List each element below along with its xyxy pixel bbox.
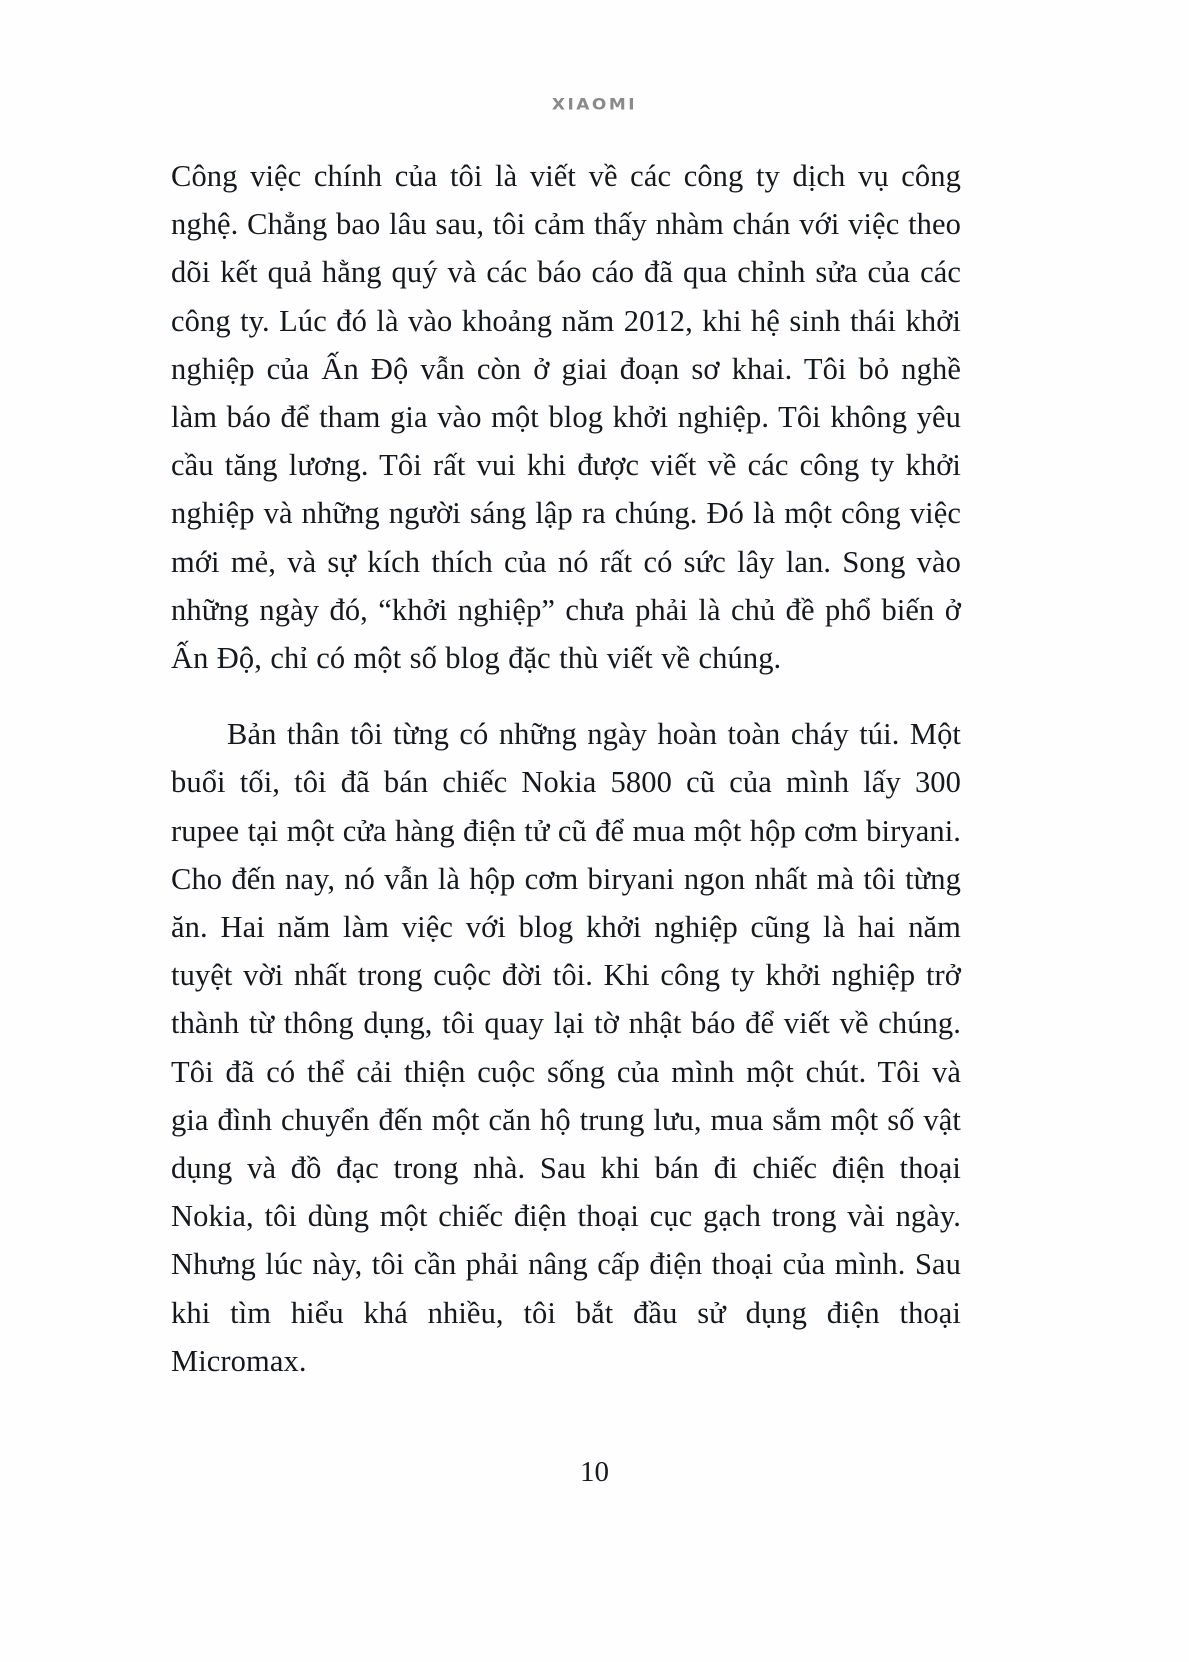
page-header [0,95,1189,115]
page-number: 10 [580,1456,609,1488]
paragraph-1: Công việc chính của tôi là viết về các công ty dịch vụ công nghệ. Chẳng bao lâu sau, tôi cảm thấy nhàm chán với việc theo dõi kết quả hằng quý và các báo cáo đã qua chỉnh sửa của các công ty. Lúc đó là vào khoảng năm 2012, khi hệ sinh thái khởi nghiệp của Ấn Độ vẫn còn ở giai đoạn sơ khai. Tôi bỏ nghề làm báo để tham gia vào một blog khởi nghiệp. Tôi không yêu cầu tăng lương. Tôi rất vui khi được viết về các công ty khởi nghiệp và những người sáng lập ra chúng. Đó là một công việc mới mẻ, và sự kích thích của nó rất có sức lây lan. Song vào những ngày đó, “khởi nghiệp” chưa phải là chủ đề phổ biến ở Ấn Độ, chỉ có một số blog đặc thù viết về chúng. [171,159,961,676]
xiaomi-wordmark-icon: XIAOMI [551,95,638,115]
paragraph-2: Bản thân tôi từng có những ngày hoàn toàn cháy túi. Một buổi tối, tôi đã bán chiếc Nokia 5800 cũ của mình lấy 300 rupee tại một cửa hàng điện tử cũ để mua một hộp cơm biryani. Cho đến nay, nó vẫn là hộp cơm biryani ngon nhất mà tôi từng ăn. Hai năm làm việc với blog khởi nghiệp cũng là hai năm tuyệt vời nhất trong cuộc đời tôi. Khi công ty khởi nghiệp trở thành từ thông dụng, tôi quay lại tờ nhật báo để viết về chúng. Tôi đã có thể cải thiện cuộc sống của mình một chút. Tôi và gia đình chuyển đến một căn hộ trung lưu, mua sắm một số vật dụng và đồ đạc trong nhà. Sau khi bán đi chiếc điện thoại Nokia, tôi dùng một chiếc điện thoại cục gạch trong vài ngày. Nhưng lúc này, tôi cần phải nâng cấp điện thoại của mình. Sau khi tìm hiểu khá nhiều, tôi bắt đầu sử dụng điện thoại Micromax. [171,717,961,1378]
body-text [171,152,961,1385]
